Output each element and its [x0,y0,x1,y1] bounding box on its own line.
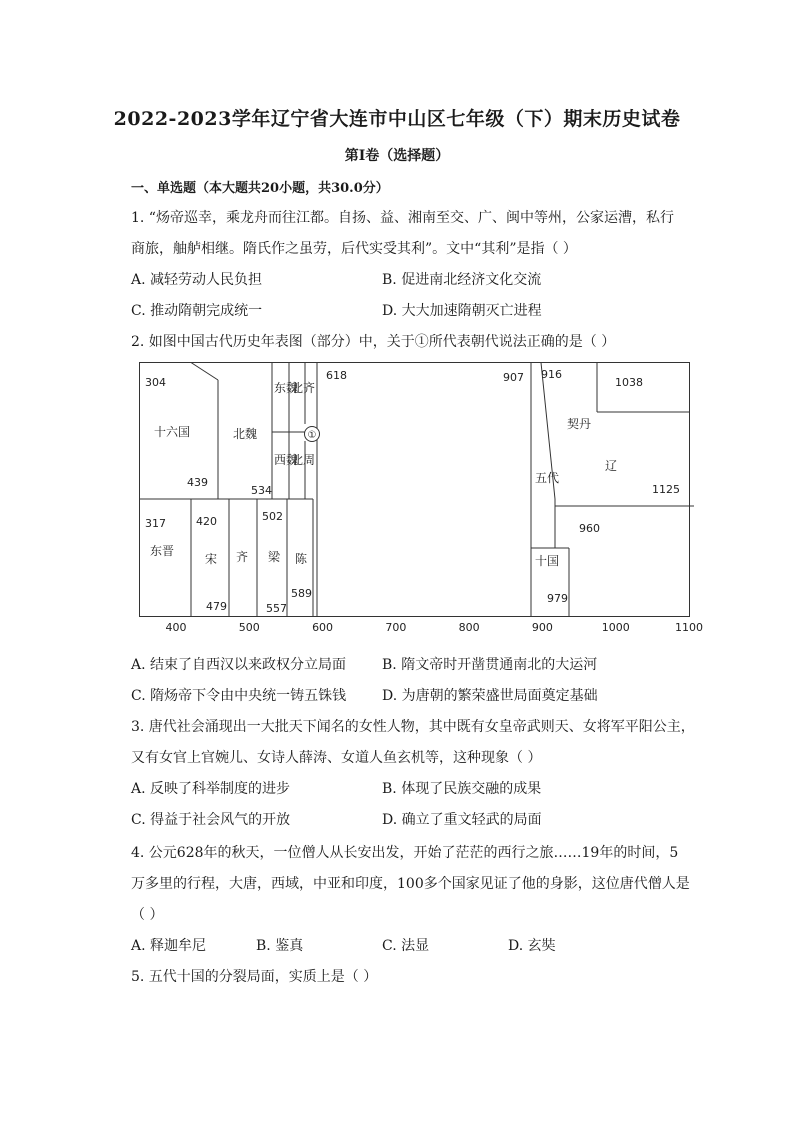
q1-stem-line1: 1. “炀帝巡幸，乘龙舟而往江都。自扬、益、湘南至交、广、闽中等州，公家运漕，私行 [131,210,674,226]
regime-qi: 齐 [236,550,249,564]
regime-song: 宋 [205,552,218,566]
q1-stem-line2: 商旅，舳舻相继。隋氏作之虽劳，后代实受其利”。文中“其利”是指（ ） [131,241,577,257]
q3-stem-line2: 又有女官上官婉儿、女诗人薛涛、女道人鱼玄机等，这种现象（ ） [131,750,542,766]
q4-stem-line1: 4. 公元628年的秋天，一位僧人从长安出发，开始了茫茫的西行之旅……19年的时间，5 [131,845,679,861]
history-timeline-chart [139,362,714,641]
q4-option-a[interactable]: A. 释迦牟尼 [131,938,207,954]
section-heading: 一、单选题（本大题共20小题，共30.0分） [131,181,389,196]
q4-option-c[interactable]: C. 法显 [382,938,430,954]
marker-circle-1-label: ① [307,430,317,441]
year-label-479: 479 [206,600,227,613]
year-label-589: 589 [291,587,312,600]
year-label-420: 420 [196,515,217,528]
regime-wudai: 五代 [535,471,560,485]
year-label-1125: 1125 [652,483,680,496]
q1-option-a[interactable]: A. 减轻劳动人民负担 [131,272,263,288]
year-label-317: 317 [145,517,166,530]
timeline-frame [140,363,690,617]
axis-tick-label: 1100 [675,621,703,634]
axis-tick-label: 600 [312,621,334,634]
year-label-916: 916 [541,368,562,381]
year-label-960: 960 [579,522,600,535]
year-label-1038: 1038 [615,376,643,389]
year-label-304: 304 [145,376,166,389]
q3-stem-line1: 3. 唐代社会涌现出一大批天下闻名的女性人物，其中既有女皇帝武则天、女将军平阳公主， [131,719,695,735]
q4-stem-line3: （ ） [131,907,164,923]
axis-tick-label: 700 [385,621,407,634]
q4-option-d[interactable]: D. 玄奘 [508,938,556,954]
q3-option-b[interactable]: B. 体现了民族交融的成果 [382,781,542,797]
q1-option-b[interactable]: B. 促进南北经济文化交流 [382,272,542,288]
axis-tick-label: 800 [458,621,480,634]
regime-dongjin: 东晋 [150,544,175,558]
axis-tick-label: 400 [165,621,187,634]
q2-stem-line1: 2. 如图中国古代历史年表图（部分）中，关于①所代表朝代说法正确的是（ ） [131,334,616,350]
q3-option-d[interactable]: D. 确立了重文轻武的局面 [382,812,542,828]
q2-option-c[interactable]: C. 隋炀帝下令由中央统一铸五铢钱 [131,688,347,704]
year-label-979: 979 [547,592,568,605]
year-label-439: 439 [187,476,208,489]
regime-beiwei: 北魏 [233,427,258,441]
year-label-557: 557 [266,602,287,615]
q2-option-d[interactable]: D. 为唐朝的繁荣盛世局面奠定基础 [382,688,598,704]
axis-tick-label: 900 [531,621,553,634]
exam-title: 2022-2023学年辽宁省大连市中山区七年级（下）期末历史试卷 [113,108,681,130]
divider-shiliuguo-diagonal [191,363,218,381]
regime-xiwei: 西魏 [274,453,299,467]
regime-shiliuguo: 十六国 [154,425,191,439]
q1-option-c[interactable]: C. 推动隋朝完成统一 [131,303,263,319]
axis-tick-label: 500 [238,621,260,634]
regime-dongwei-1: 东魏 [274,381,299,395]
q5-stem-line1: 5. 五代十国的分裂局面，实质上是（ ） [131,969,378,985]
regime-beizhou: 北周 [291,453,316,467]
q4-stem-line2: 万多里的行程，大唐，西域，中亚和印度，100多个国家见证了他的身影，这位唐代僧人是 [131,876,690,892]
year-label-502: 502 [262,510,283,523]
q1-option-d[interactable]: D. 大大加速隋朝灭亡进程 [382,303,542,319]
regime-liao: 辽 [605,459,618,473]
q2-option-a[interactable]: A. 结束了自西汉以来政权分立局面 [131,657,347,673]
regime-qidan: 契丹 [567,417,592,431]
year-label-534: 534 [251,484,272,497]
regime-beiqi-1: 北齐 [291,381,316,395]
q4-option-b[interactable]: B. 鉴真 [256,938,304,954]
regime-chen: 陈 [295,552,308,566]
part-title: 第Ⅰ卷（选择题） [344,148,450,164]
regime-liang: 梁 [268,550,281,564]
q3-option-a[interactable]: A. 反映了科举制度的进步 [131,781,291,797]
year-label-907: 907 [503,371,524,384]
regime-shiguo: 十国 [535,554,560,568]
q3-option-c[interactable]: C. 得益于社会风气的开放 [131,812,291,828]
axis-tick-label: 1000 [601,621,630,634]
year-label-618: 618 [326,369,347,382]
q2-option-b[interactable]: B. 隋文帝时开凿贯通南北的大运河 [382,657,598,673]
